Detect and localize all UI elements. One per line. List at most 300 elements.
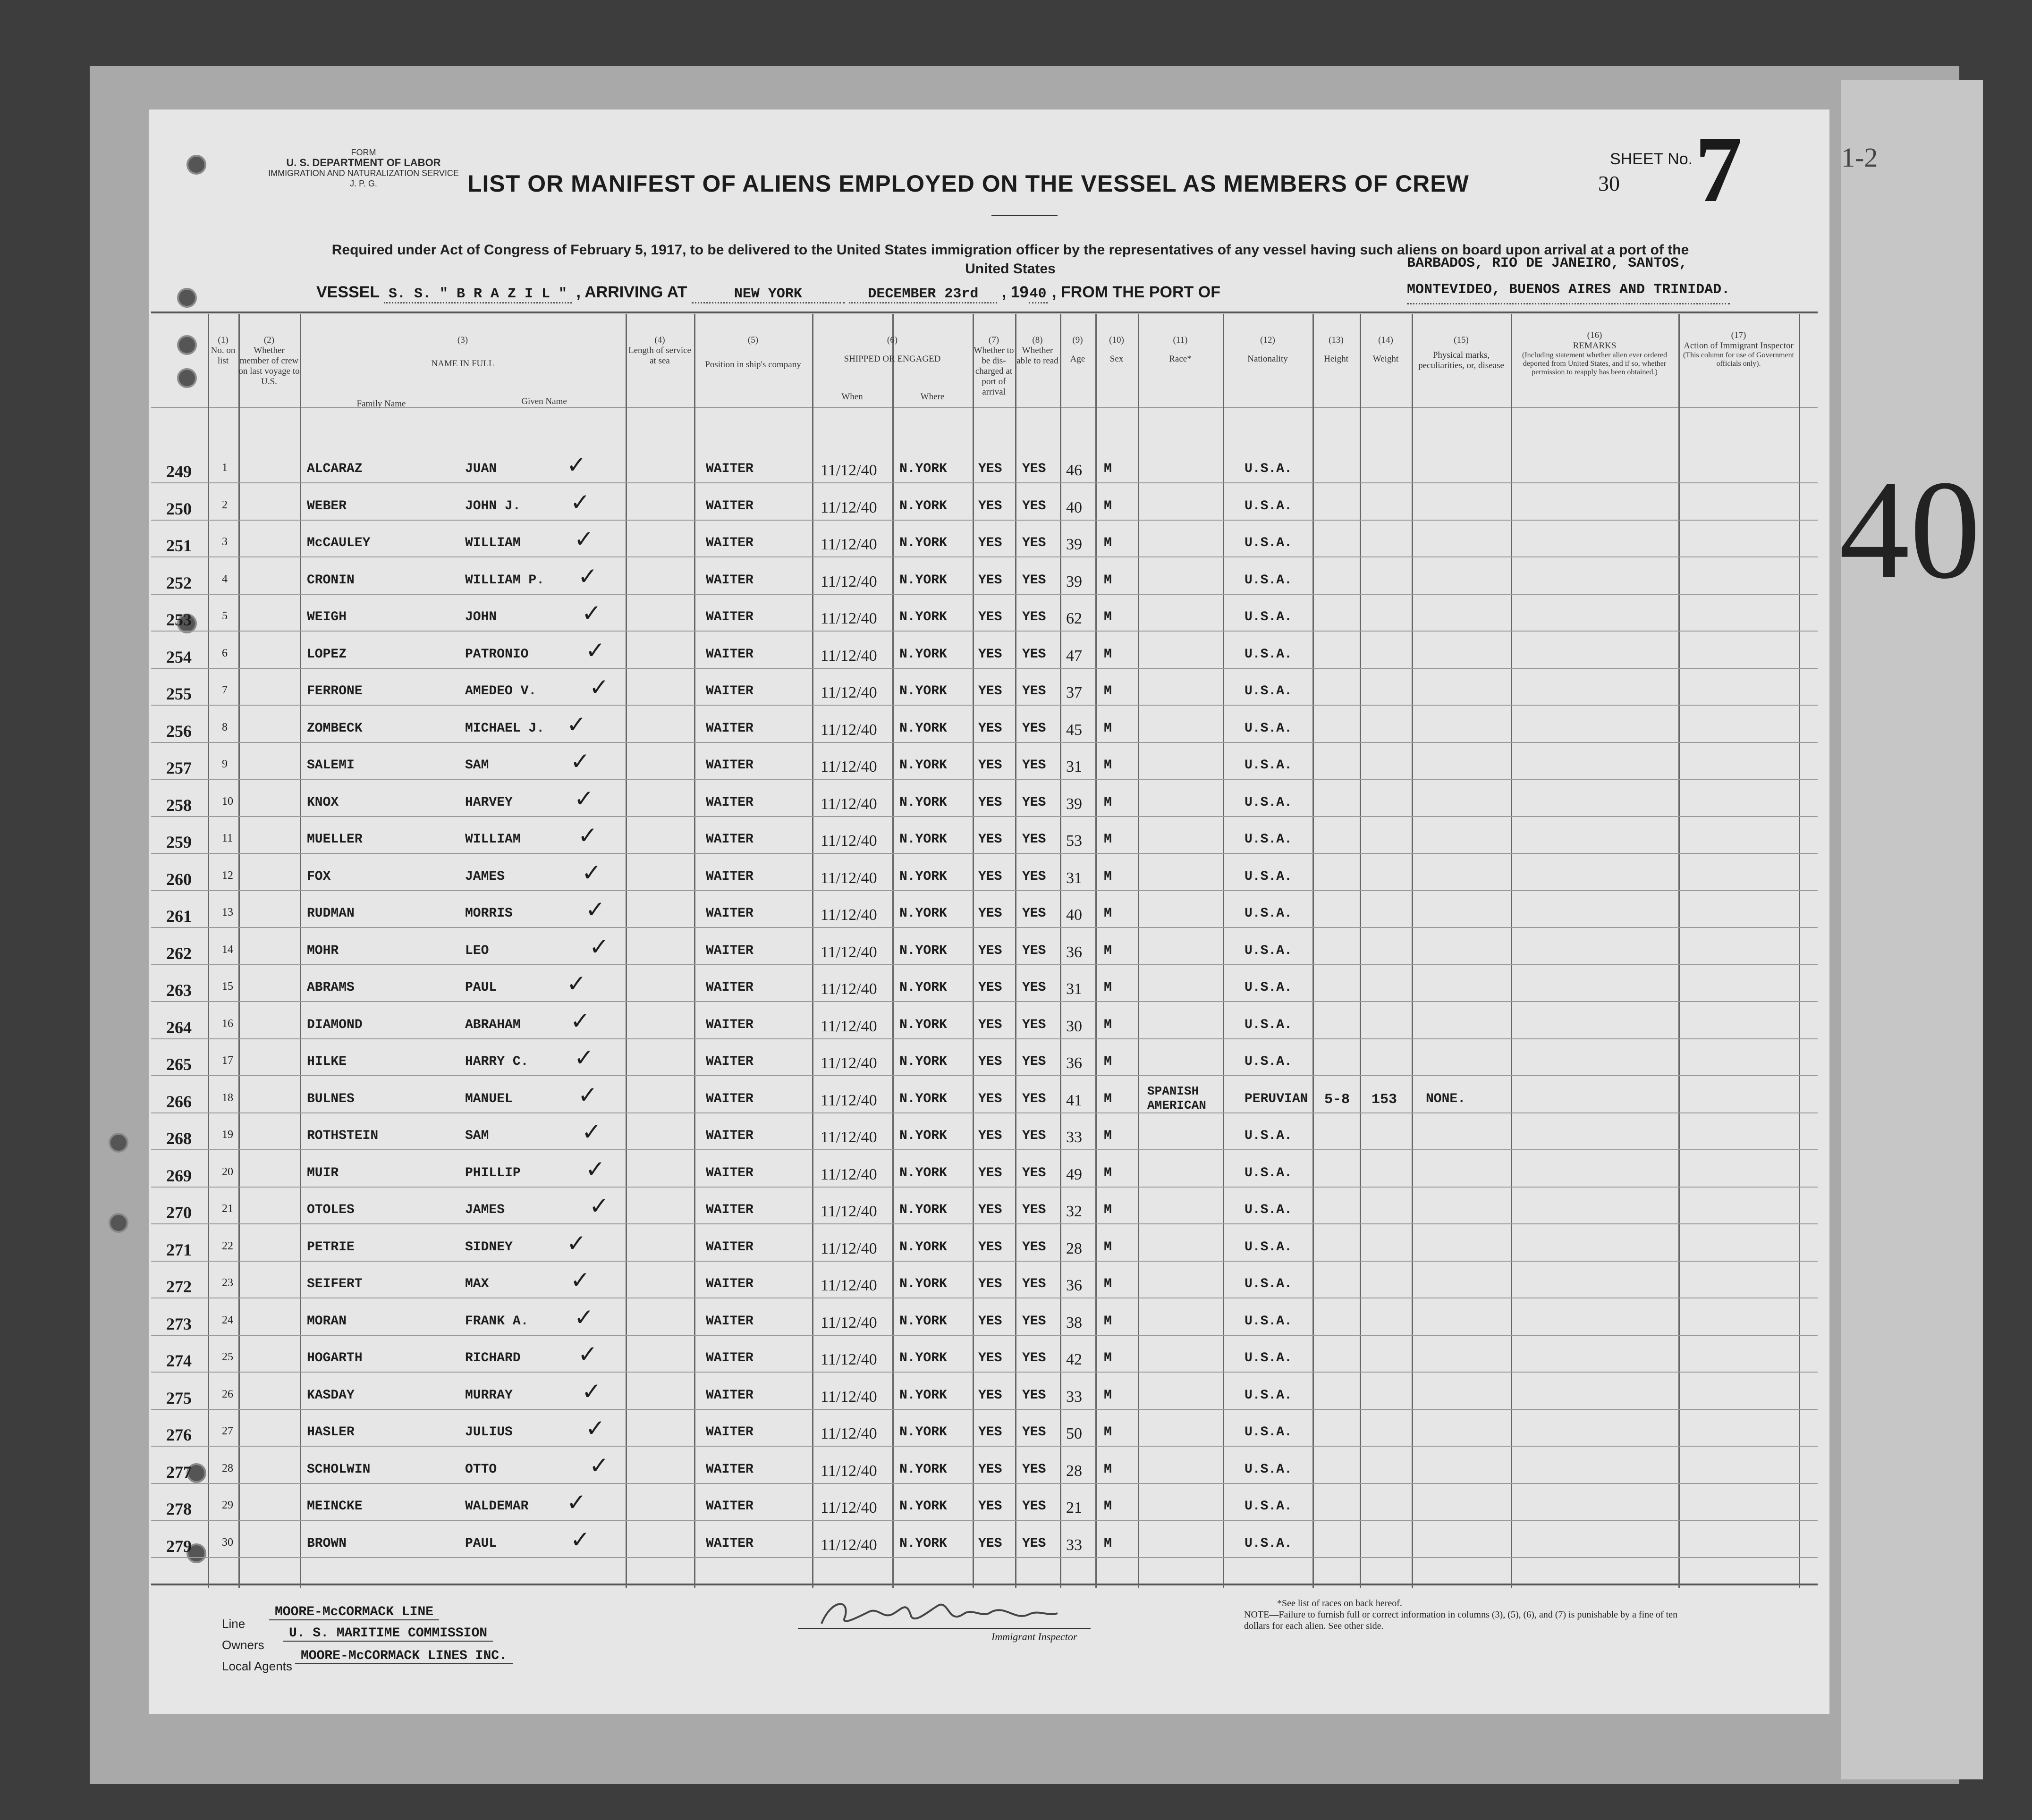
nationality: U.S.A. (1245, 573, 1292, 588)
list-number: 26 (222, 1388, 233, 1400)
table-row (0, 1377, 2032, 1416)
check-mark-icon: ✓ (585, 636, 605, 664)
row-rule (151, 1520, 1818, 1521)
shipped-place: N.YORK (899, 906, 947, 921)
arrival-year: 40 (1029, 286, 1048, 303)
given-name: WALDEMAR (465, 1499, 529, 1514)
shipped-place: N.YORK (899, 832, 947, 847)
shipped-date: 11/12/40 (821, 1314, 877, 1331)
height: 5-8 (1324, 1091, 1350, 1108)
line-number: 266 (166, 1092, 192, 1111)
table-row (0, 490, 2032, 527)
given-name: MANUEL (465, 1091, 513, 1106)
sex: M (1104, 684, 1112, 699)
col-number: (3) (457, 335, 468, 345)
col-number: (11) (1173, 335, 1188, 345)
shipped-date: 11/12/40 (821, 906, 877, 924)
position: WAITER (706, 795, 754, 810)
check-mark-icon: ✓ (582, 1377, 601, 1405)
shipped-date: 11/12/40 (821, 1017, 877, 1035)
table-row (0, 675, 2032, 712)
family-name: KASDAY (307, 1388, 355, 1403)
shipped-date: 11/12/40 (821, 1425, 877, 1442)
col-number: (2) (263, 335, 275, 345)
footer-note (1244, 1598, 1693, 1632)
position: WAITER (706, 943, 754, 958)
shipped-date: 11/12/40 (821, 795, 877, 813)
title-rule (991, 215, 1058, 216)
given-name: WILLIAM P. (465, 573, 545, 588)
can-read-flag: YES (1022, 647, 1046, 662)
col-header-list-no (208, 335, 238, 366)
sex: M (1104, 1462, 1112, 1477)
shipped-date: 11/12/40 (821, 1462, 877, 1480)
row-rule (151, 1075, 1818, 1076)
age: 33 (1066, 1129, 1082, 1146)
nationality: U.S.A. (1245, 906, 1292, 921)
col-header-weight (1360, 335, 1412, 364)
family-name: McCAULEY (307, 536, 371, 550)
ports-line-2: MONTEVIDEO, BUENOS AIRES AND TRINIDAD. (1407, 277, 1730, 304)
can-read-flag: YES (1022, 610, 1046, 624)
age: 39 (1066, 536, 1082, 553)
row-rule (151, 705, 1818, 706)
shipped-place: N.YORK (899, 1462, 947, 1477)
age: 28 (1066, 1239, 1082, 1257)
list-number: 25 (222, 1351, 233, 1363)
table-row (0, 935, 2032, 972)
given-name: FRANK A. (465, 1314, 529, 1329)
can-read-flag: YES (1022, 1499, 1046, 1514)
shipped-place: N.YORK (899, 1499, 947, 1514)
table-row (0, 1009, 2032, 1046)
can-read-flag: YES (1022, 1388, 1046, 1403)
col-title: Whether to be dis-charged at port of arrival (974, 345, 1014, 397)
physical-marks: NONE. (1426, 1091, 1466, 1106)
table-row (0, 1083, 2032, 1120)
line-number: 252 (166, 573, 192, 592)
discharge-flag: YES (978, 1203, 1002, 1217)
list-number: 14 (222, 943, 233, 956)
list-number: 29 (222, 1499, 233, 1511)
check-mark-icon: ✓ (567, 1229, 586, 1257)
age: 50 (1066, 1425, 1082, 1442)
can-read-flag: YES (1022, 1129, 1046, 1143)
shipped-place: N.YORK (899, 1536, 947, 1551)
row-rule (151, 1038, 1818, 1039)
col-number: (4) (654, 335, 665, 345)
shipped-place: N.YORK (899, 1165, 947, 1180)
table-row (0, 1046, 2032, 1083)
col-header-given-name: Given Name (521, 396, 567, 406)
age: 36 (1066, 1054, 1082, 1072)
age: 46 (1066, 462, 1082, 479)
discharge-flag: YES (978, 1499, 1002, 1514)
nationality: U.S.A. (1245, 647, 1292, 662)
check-mark-icon: ✓ (578, 1340, 598, 1368)
line-number: 279 (166, 1536, 192, 1556)
col-title: Age (1070, 354, 1085, 364)
line-label: Line (222, 1617, 246, 1631)
line-number: 256 (166, 721, 192, 741)
sex: M (1104, 1239, 1112, 1255)
nationality: U.S.A. (1245, 1462, 1292, 1477)
row-rule (151, 1335, 1818, 1336)
sex: M (1104, 1129, 1112, 1143)
age: 31 (1066, 758, 1082, 775)
position: WAITER (706, 1462, 754, 1477)
given-name: ABRAHAM (465, 1017, 521, 1032)
discharge-flag: YES (978, 610, 1002, 624)
can-read-flag: YES (1022, 869, 1046, 884)
given-name: PATRONIO (465, 647, 529, 662)
age: 39 (1066, 795, 1082, 813)
line-number: 258 (166, 795, 192, 815)
table-row (0, 1303, 2032, 1342)
given-name: SAM (465, 1129, 489, 1143)
age: 42 (1066, 1351, 1082, 1368)
shipped-place: N.YORK (899, 1314, 947, 1329)
family-name: HILKE (307, 1054, 347, 1069)
line-number: 263 (166, 981, 192, 1000)
discharge-flag: YES (978, 536, 1002, 550)
discharge-flag: YES (978, 1017, 1002, 1032)
discharge-flag: YES (978, 647, 1002, 662)
position: WAITER (706, 647, 754, 662)
col-title: Weight (1372, 354, 1399, 364)
row-rule (151, 594, 1818, 595)
list-number: 28 (222, 1462, 233, 1475)
can-read-flag: YES (1022, 832, 1046, 847)
discharge-flag: YES (978, 1277, 1002, 1291)
age: 53 (1066, 832, 1082, 850)
col-title: Race* (1169, 354, 1192, 364)
can-read-flag: YES (1022, 1203, 1046, 1217)
age: 39 (1066, 573, 1082, 590)
row-rule (151, 520, 1818, 521)
family-name: HASLER (307, 1425, 355, 1440)
discharge-flag: YES (978, 721, 1002, 736)
year-prefix: , 19 (1001, 283, 1029, 301)
shipped-date: 11/12/40 (821, 498, 877, 516)
check-mark-icon: ✓ (582, 859, 601, 886)
can-read-flag: YES (1022, 758, 1046, 773)
family-name: OTOLES (307, 1203, 355, 1217)
nationality: U.S.A. (1245, 795, 1292, 810)
list-number: 20 (222, 1165, 233, 1178)
family-name: WEIGH (307, 610, 347, 624)
age: 62 (1066, 610, 1082, 627)
check-mark-icon: ✓ (589, 933, 609, 961)
row-rule (151, 927, 1818, 928)
col-title: NAME IN FULL (431, 359, 494, 369)
shipped-date: 11/12/40 (821, 1351, 877, 1368)
family-name: PETRIE (307, 1239, 355, 1255)
age: 49 (1066, 1165, 1082, 1183)
discharge-flag: YES (978, 573, 1002, 588)
position: WAITER (706, 980, 754, 995)
discharge-flag: YES (978, 1314, 1002, 1329)
shipped-date: 11/12/40 (821, 573, 877, 590)
shipped-place: N.YORK (899, 1017, 947, 1032)
family-name: ABRAMS (307, 980, 355, 995)
discharge-flag: YES (978, 1425, 1002, 1440)
family-name: ALCARAZ (307, 462, 363, 476)
position: WAITER (706, 1129, 754, 1143)
sex: M (1104, 869, 1112, 884)
table-row (0, 1194, 2032, 1231)
sex: M (1104, 1499, 1112, 1514)
col-number: (7) (988, 335, 999, 345)
list-number: 4 (222, 573, 228, 585)
given-name: PAUL (465, 980, 497, 995)
shipped-place: N.YORK (899, 573, 947, 588)
table-row (0, 1416, 2032, 1453)
position: WAITER (706, 684, 754, 699)
shipped-date: 11/12/40 (821, 943, 877, 961)
table-row (0, 1120, 2032, 1157)
given-name: PAUL (465, 1536, 497, 1551)
age: 38 (1066, 1314, 1082, 1331)
position: WAITER (706, 906, 754, 921)
check-mark-icon: ✓ (585, 896, 605, 923)
given-name: JOHN (465, 610, 497, 624)
nationality: U.S.A. (1245, 721, 1292, 736)
owners-label: Owners (222, 1638, 264, 1652)
sex: M (1104, 943, 1112, 958)
discharge-flag: YES (978, 1239, 1002, 1255)
check-mark-icon: ✓ (574, 1303, 594, 1331)
family-name: ROTHSTEIN (307, 1129, 379, 1143)
nationality: U.S.A. (1245, 832, 1292, 847)
age: 33 (1066, 1388, 1082, 1406)
given-name: JOHN J. (465, 498, 521, 514)
line-number: 264 (166, 1018, 192, 1037)
given-name: WILLIAM (465, 536, 521, 550)
list-number: 1 (222, 462, 228, 474)
nationality: U.S.A. (1245, 1239, 1292, 1255)
sex: M (1104, 610, 1112, 624)
line-number: 257 (166, 758, 192, 777)
col-number: (12) (1260, 335, 1275, 345)
shipped-date: 11/12/40 (821, 980, 877, 998)
list-number: 6 (222, 647, 228, 659)
nationality: U.S.A. (1245, 980, 1292, 995)
table-row (0, 1157, 2032, 1194)
position: WAITER (706, 1388, 754, 1403)
col-number: (8) (1032, 335, 1043, 345)
nationality: U.S.A. (1245, 684, 1292, 699)
shipped-place: N.YORK (899, 684, 947, 699)
given-name: MURRAY (465, 1388, 513, 1403)
line-number: 277 (166, 1462, 192, 1482)
list-number: 27 (222, 1425, 233, 1437)
line-number: 271 (166, 1240, 192, 1259)
table-row (0, 750, 2032, 786)
nationality: U.S.A. (1245, 1129, 1292, 1143)
penalty-note: NOTE—Failure to furnish full or correct information in columns (3), (5), (6), and (7) is punishable by a fine of ten dollars for each alien. See other side. (1244, 1609, 1678, 1631)
age: 32 (1066, 1203, 1082, 1220)
check-mark-icon: ✓ (570, 1007, 590, 1035)
row-rule (151, 1483, 1818, 1484)
nationality: U.S.A. (1245, 869, 1292, 884)
position: WAITER (706, 758, 754, 773)
list-number: 24 (222, 1314, 233, 1326)
sex: M (1104, 573, 1112, 588)
col-header-position (694, 335, 812, 370)
col-title: No. on list (211, 345, 236, 366)
nationality: U.S.A. (1245, 1314, 1292, 1329)
age: 36 (1066, 1277, 1082, 1294)
sex: M (1104, 980, 1112, 995)
sex: M (1104, 1165, 1112, 1180)
row-rule (151, 482, 1818, 483)
discharge-flag: YES (978, 943, 1002, 958)
sheet-number: 7 (1695, 118, 1742, 222)
list-number: 22 (222, 1239, 233, 1252)
age: 21 (1066, 1499, 1082, 1517)
col-number: (17) (1731, 330, 1746, 340)
row-rule (151, 1372, 1818, 1373)
position: WAITER (706, 832, 754, 847)
col-number: (5) (747, 335, 759, 345)
given-name: PHILLIP (465, 1165, 521, 1180)
races-note: *See list of races on back hereof. (1277, 1598, 1402, 1609)
table-row (0, 636, 2032, 675)
family-name: MUIR (307, 1165, 339, 1180)
line-number: 275 (166, 1388, 192, 1407)
list-number: 10 (222, 795, 233, 808)
shipped-date: 11/12/40 (821, 610, 877, 627)
shipped-place: N.YORK (899, 647, 947, 662)
nationality: U.S.A. (1245, 498, 1292, 514)
can-read-flag: YES (1022, 1314, 1046, 1329)
shipped-date: 11/12/40 (821, 1277, 877, 1294)
row-rule (151, 1261, 1818, 1262)
family-name: KNOX (307, 795, 339, 810)
col-header-race (1138, 335, 1223, 364)
row-rule (151, 631, 1818, 632)
row-rule (151, 668, 1818, 669)
family-name: HOGARTH (307, 1351, 363, 1365)
given-name: HARRY C. (465, 1054, 529, 1069)
table-row (0, 861, 2032, 898)
can-read-flag: YES (1022, 1462, 1046, 1477)
ports-line-1: BARBADOS, RIO DE JANEIRO, SANTOS, (1407, 255, 1688, 271)
col-title: REMARKS (1573, 341, 1617, 351)
line-number: 272 (166, 1277, 192, 1296)
list-number: 5 (222, 610, 228, 622)
shipped-date: 11/12/40 (821, 1203, 877, 1220)
given-name: LEO (465, 943, 489, 958)
sex: M (1104, 1536, 1112, 1551)
punch-hole (186, 155, 206, 175)
age: 37 (1066, 684, 1082, 701)
age: 28 (1066, 1462, 1082, 1480)
row-rule (151, 742, 1818, 743)
family-name: CRONIN (307, 573, 355, 588)
row-rule (151, 890, 1818, 891)
col-header-age (1060, 335, 1095, 364)
discharge-flag: YES (978, 1462, 1002, 1477)
position: WAITER (706, 1165, 754, 1180)
check-mark-icon: ✓ (585, 1155, 605, 1183)
col-header-nationality (1223, 335, 1312, 364)
sex: M (1104, 1388, 1112, 1403)
nationality: U.S.A. (1245, 1277, 1292, 1291)
nationality: U.S.A. (1245, 462, 1292, 476)
can-read-flag: YES (1022, 721, 1046, 736)
col-title: Action of Immigrant Inspector (1684, 341, 1794, 351)
shipped-date: 11/12/40 (821, 758, 877, 775)
punch-hole (177, 288, 197, 308)
shipped-place: N.YORK (899, 943, 947, 958)
can-read-flag: YES (1022, 906, 1046, 921)
family-name: ZOMBECK (307, 721, 363, 736)
sex: M (1104, 1351, 1112, 1365)
row-rule (151, 1557, 1818, 1558)
row-rule (151, 1187, 1818, 1188)
family-name: MORAN (307, 1314, 347, 1329)
col-header-shipped (812, 335, 973, 364)
vessel-label: VESSEL (316, 283, 380, 301)
col-subtitle: (Including statement whether alien ever ordered deported from United States, and if so, whether permission to reapply has been obtained.) (1522, 351, 1667, 376)
line-number: 249 (166, 462, 192, 481)
shipped-date: 11/12/40 (821, 721, 877, 739)
col-number: (6) (887, 335, 898, 345)
check-mark-icon: ✓ (570, 748, 590, 775)
shipped-date: 11/12/40 (821, 1499, 877, 1517)
vessel-info (316, 283, 1220, 302)
col-header-where: Where (920, 392, 945, 402)
discharge-flag: YES (978, 1536, 1002, 1551)
age: 33 (1066, 1536, 1082, 1554)
col-header-discharged (973, 335, 1015, 397)
table-row (0, 898, 2032, 935)
sex: M (1104, 647, 1112, 662)
line-number: 254 (166, 647, 192, 666)
table-row (0, 601, 2032, 638)
sex: M (1104, 906, 1112, 921)
shipped-place: N.YORK (899, 758, 947, 773)
position: WAITER (706, 1203, 754, 1217)
col-header-remarks (1511, 330, 1678, 377)
table-row (0, 824, 2032, 860)
row-rule (151, 964, 1818, 965)
nationality: U.S.A. (1245, 610, 1292, 624)
shipped-date: 11/12/40 (821, 1165, 877, 1183)
vessel-owners: U. S. MARITIME COMMISSION (283, 1626, 493, 1642)
table-row (0, 1268, 2032, 1305)
age: 31 (1066, 980, 1082, 998)
shipped-date: 11/12/40 (821, 1239, 877, 1257)
form-code: J. P. G. (350, 179, 377, 188)
position: WAITER (706, 1054, 754, 1069)
sex: M (1104, 498, 1112, 514)
document-title: LIST OR MANIFEST OF ALIENS EMPLOYED ON THE VESSEL AS MEMBERS OF CREW (467, 170, 1469, 197)
line-number: 262 (166, 944, 192, 963)
table-row (0, 1231, 2032, 1268)
table-row (0, 710, 2032, 750)
age: 36 (1066, 943, 1082, 961)
col-number: (1) (218, 335, 229, 345)
family-name: FERRONE (307, 684, 363, 699)
check-mark-icon: ✓ (570, 488, 590, 516)
table-row (0, 1491, 2032, 1527)
col-header-service (626, 335, 694, 366)
given-name: SIDNEY (465, 1239, 513, 1255)
row-rule (151, 853, 1818, 854)
